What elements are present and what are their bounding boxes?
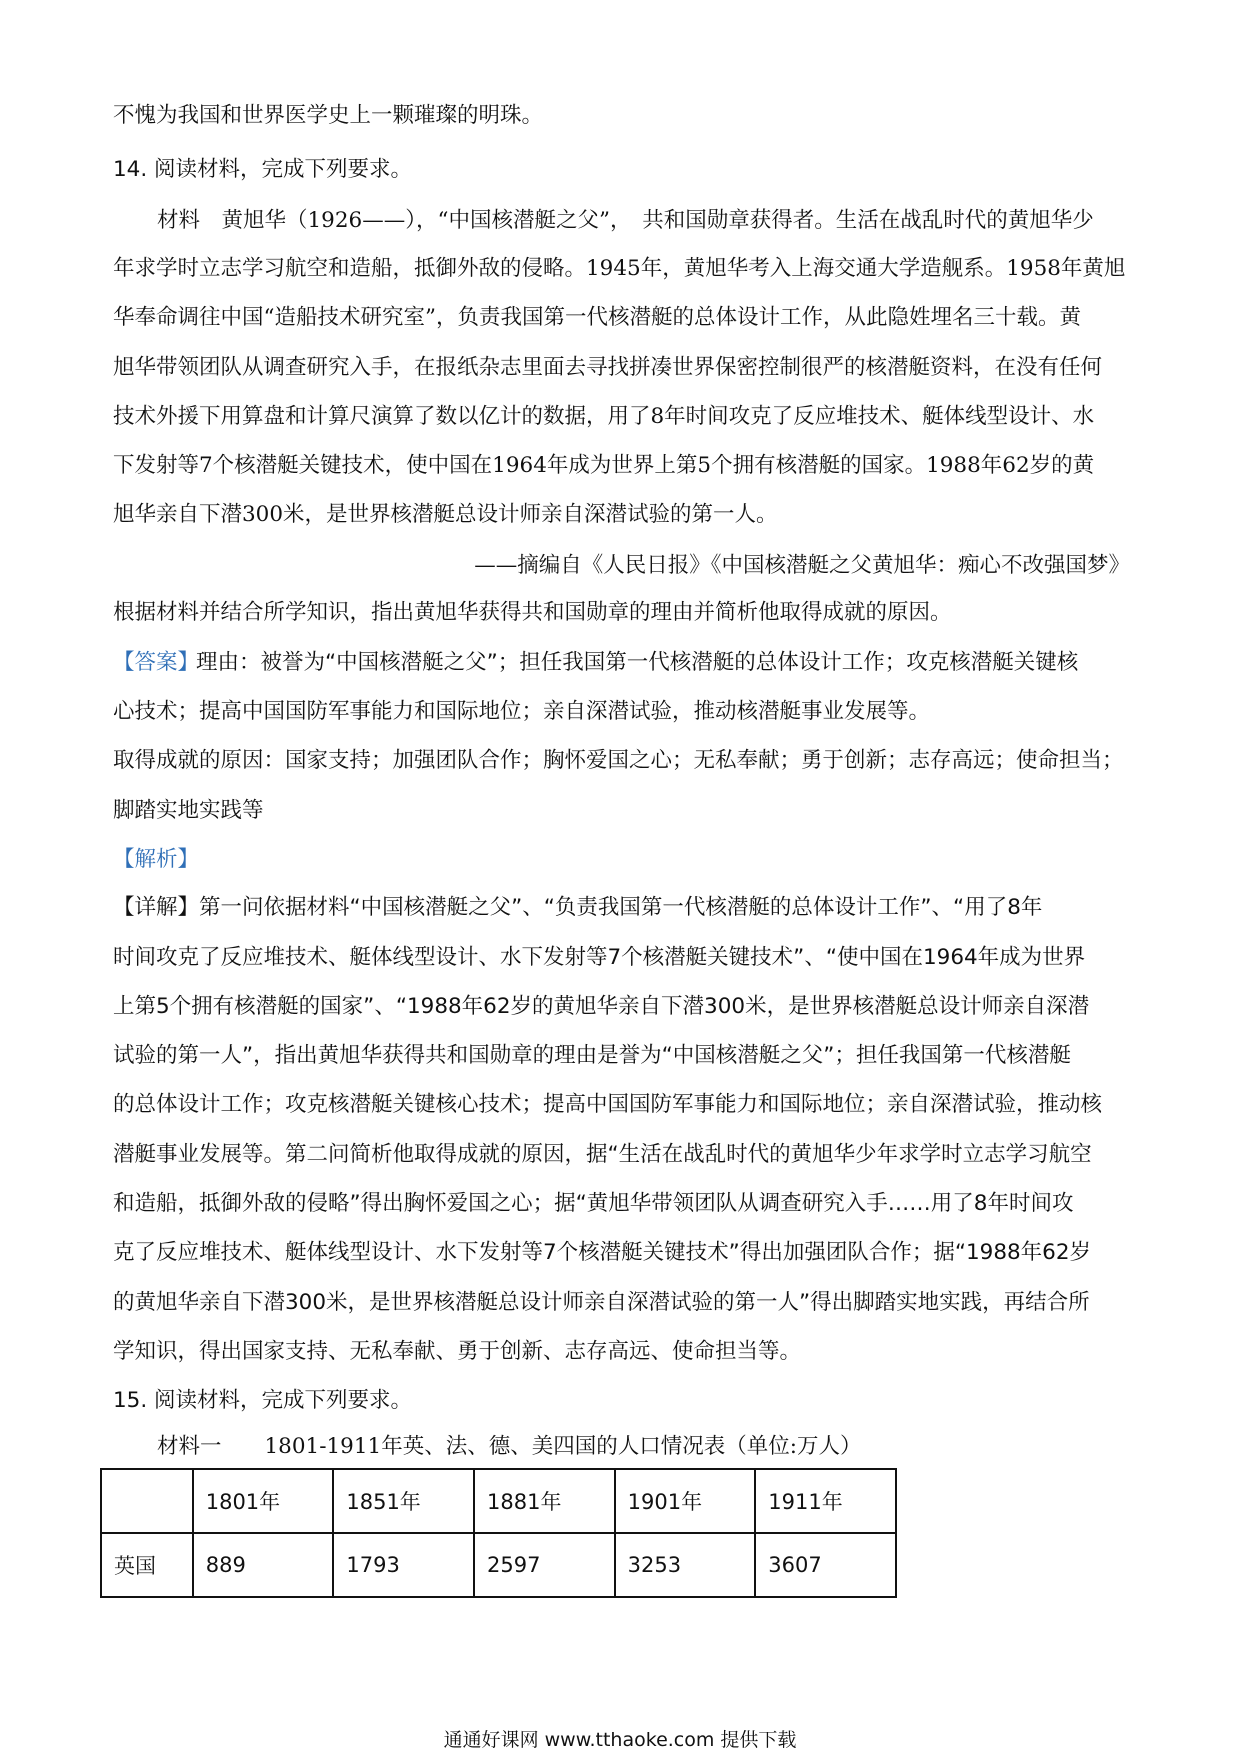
text-line: 潜艇事业发展等。第二问简析他取得成就的原因，据“生活在战乱时代的黄旭华少年求学时立志学习航空 (113, 1142, 1092, 1167)
text-line: 15. 阅读材料，完成下列要求。 (113, 1388, 413, 1413)
table-cell: 889 (193, 1533, 334, 1597)
text-line: 上第5个拥有核潜艇的国家”、“1988年62岁的黄旭华亲自下潜300米，是世界核潜艇总设计师亲自深潜 (113, 994, 1090, 1019)
text-line: 旭华亲自下潜300米，是世界核潜艇总设计师亲自深潜试验的第一人。 (113, 502, 778, 527)
text-line: 学知识，得出国家支持、无私奉献、勇于创新、志存高远、使命担当等。 (113, 1339, 802, 1364)
text-line: 旭华带领团队从调查研究入手，在报纸杂志里面去寻找拼凑世界保密控制很严的核潜艇资料，在没有任何 (113, 355, 1103, 380)
table-cell: 3607 (755, 1533, 896, 1597)
table-header-row (101, 1469, 896, 1533)
text-line: 【详解】第一问依据材料“中国核潜艇之父”、“负责我国第一代核潜艇的总体设计工作”、“用了8年 (113, 895, 1043, 920)
population-table (100, 1468, 897, 1598)
text-line: 年求学时立志学习航空和造船，抵御外敌的侵略。1945年，黄旭华考入上海交通大学造舰系。1958年黄旭 (113, 256, 1126, 281)
table-cell: 3253 (615, 1533, 756, 1597)
table-cell: 英国 (101, 1533, 193, 1597)
answer-tag: 【答案】 (113, 650, 200, 675)
source-note: ——摘编自《人民日报》《中国核潜艇之父黄旭华：痴心不改强国梦》 (474, 553, 1130, 578)
footer-watermark: 通通好课网 www.tthaoke.com 提供下载 (443, 1729, 797, 1751)
table-cell: 1911年 (755, 1469, 896, 1533)
table-cell: 2597 (474, 1533, 615, 1597)
text-line: 材料 黄旭华（1926——），“中国核潜艇之父”， 共和国勋章获得者。生活在战乱时代的黄旭华少 (157, 208, 1094, 233)
text-line: 取得成就的原因：国家支持；加强团队合作；胸怀爱国之心；无私奉献；勇于创新；志存高远；使命担当； (113, 748, 1124, 773)
text-line: 下发射等7个核潜艇关键技术，使中国在1964年成为世界上第5个拥有核潜艇的国家。1988年62岁的黄 (113, 453, 1095, 478)
table-row (101, 1533, 896, 1597)
table-cell (101, 1469, 193, 1533)
text-line: 不愧为我国和世界医学史上一颗璀璨的明珠。 (113, 103, 544, 128)
table-cell: 1793 (333, 1533, 474, 1597)
text-line: 华奉命调往中国“造船技术研究室”，负责我国第一代核潜艇的总体设计工作，从此隐姓埋名三十载。黄 (113, 305, 1081, 330)
text-line: 的总体设计工作；攻克核潜艇关键核心技术；提高中国国防军事能力和国际地位；亲自深潜试验，推动核 (113, 1092, 1103, 1117)
text-line: 和造船，抵御外敌的侵略”得出胸怀爱国之心；据“黄旭华带领团队从调查研究入手……用了8年时间攻 (113, 1191, 1074, 1216)
text-line: 脚踏实地实践等 (113, 798, 264, 823)
text-line: 试验的第一人”，指出黄旭华获得共和国勋章的理由是誉为“中国核潜艇之父”；担任我国第一代核潜艇 (113, 1043, 1071, 1068)
analysis-tag: 【解析】 (113, 847, 200, 872)
text-line: 的黄旭华亲自下潜300米，是世界核潜艇总设计师亲自深潜试验的第一人”得出脚踏实地实践，再结合所 (113, 1290, 1090, 1315)
text-line: 材料一 1801-1911年英、法、德、美四国的人口情况表（单位:万人） (157, 1434, 862, 1459)
table-cell: 1801年 (193, 1469, 334, 1533)
text-line: 理由：被誉为“中国核潜艇之父”；担任我国第一代核潜艇的总体设计工作；攻克核潜艇关键核 (196, 650, 1079, 675)
text-line: 心技术；提高中国国防军事能力和国际地位；亲自深潜试验，推动核潜艇事业发展等。 (113, 699, 931, 724)
text-line: 14. 阅读材料，完成下列要求。 (113, 157, 413, 182)
text-line: 克了反应堆技术、艇体线型设计、水下发射等7个核潜艇关键技术”得出加强团队合作；据“1988年62岁 (113, 1240, 1092, 1265)
table-cell: 1881年 (474, 1469, 615, 1533)
table-cell: 1901年 (615, 1469, 756, 1533)
table-cell: 1851年 (333, 1469, 474, 1533)
text-line: 技术外援下用算盘和计算尺演算了数以亿计的数据，用了8年时间攻克了反应堆技术、艇体线型设计、水 (113, 404, 1095, 429)
text-line: 时间攻克了反应堆技术、艇体线型设计、水下发射等7个核潜艇关键技术”、“使中国在1964年成为世界 (113, 945, 1086, 970)
text-line: 根据材料并结合所学知识，指出黄旭华获得共和国勋章的理由并简析他取得成就的原因。 (113, 600, 952, 625)
